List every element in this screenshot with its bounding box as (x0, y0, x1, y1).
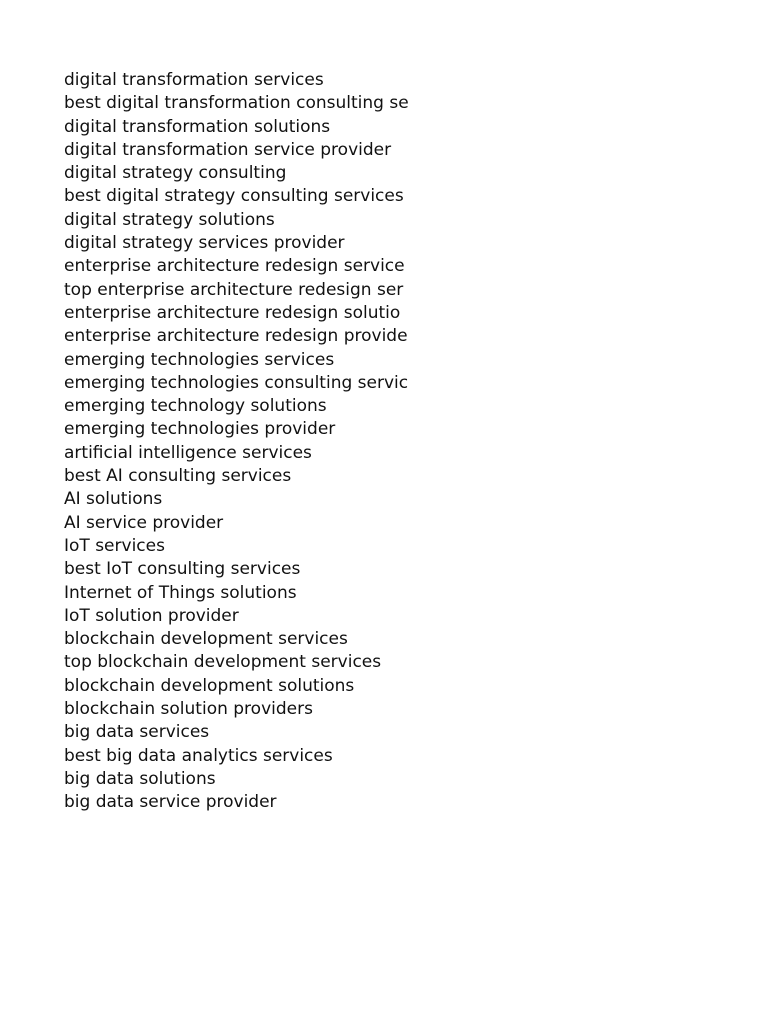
keyword-line: digital strategy consulting (64, 163, 287, 184)
keyword-line: best IoT consulting services (64, 559, 301, 580)
keyword-line: emerging technology solutions (64, 396, 327, 417)
keyword-line: enterprise architecture redesign provide (64, 326, 408, 347)
keyword-line: big data services (64, 722, 210, 743)
keyword-line: big data service provider (64, 792, 277, 813)
keyword-line: top enterprise architecture redesign ser (64, 279, 404, 300)
keyword-line: best big data analytics services (64, 745, 333, 766)
keyword-line: artificial intelligence services (64, 442, 312, 463)
keyword-line: blockchain solution providers (64, 699, 313, 720)
keyword-line: enterprise architecture redesign service (64, 256, 405, 277)
keyword-line: IoT services (64, 535, 165, 556)
keyword-line: IoT solution provider (64, 605, 239, 626)
keyword-line: digital transformation solutions (64, 116, 331, 137)
keyword-line: digital strategy solutions (64, 209, 275, 230)
keyword-line: AI service provider (64, 512, 224, 533)
keyword-line: blockchain development solutions (64, 675, 355, 696)
keyword-line: best digital transformation consulting se (64, 93, 409, 114)
keyword-line: digital strategy services provider (64, 233, 345, 254)
keyword-line: best digital strategy consulting services (64, 186, 404, 207)
keyword-line: blockchain development services (64, 629, 348, 650)
keyword-line: best AI consulting services (64, 466, 292, 487)
keyword-line: emerging technologies services (64, 349, 335, 370)
keyword-line: AI solutions (64, 489, 163, 510)
keyword-line: enterprise architecture redesign solutio (64, 302, 401, 323)
keyword-line: Internet of Things solutions (64, 582, 297, 603)
keyword-line: emerging technologies provider (64, 419, 336, 440)
keyword-line: digital transformation services (64, 70, 324, 90)
keyword-line: top blockchain development services (64, 652, 382, 673)
keyword-list (64, 69, 419, 815)
keyword-line: digital transformation service provider (64, 139, 392, 160)
keyword-line: big data solutions (64, 768, 216, 789)
keyword-line: emerging technologies consulting servic (64, 372, 409, 393)
